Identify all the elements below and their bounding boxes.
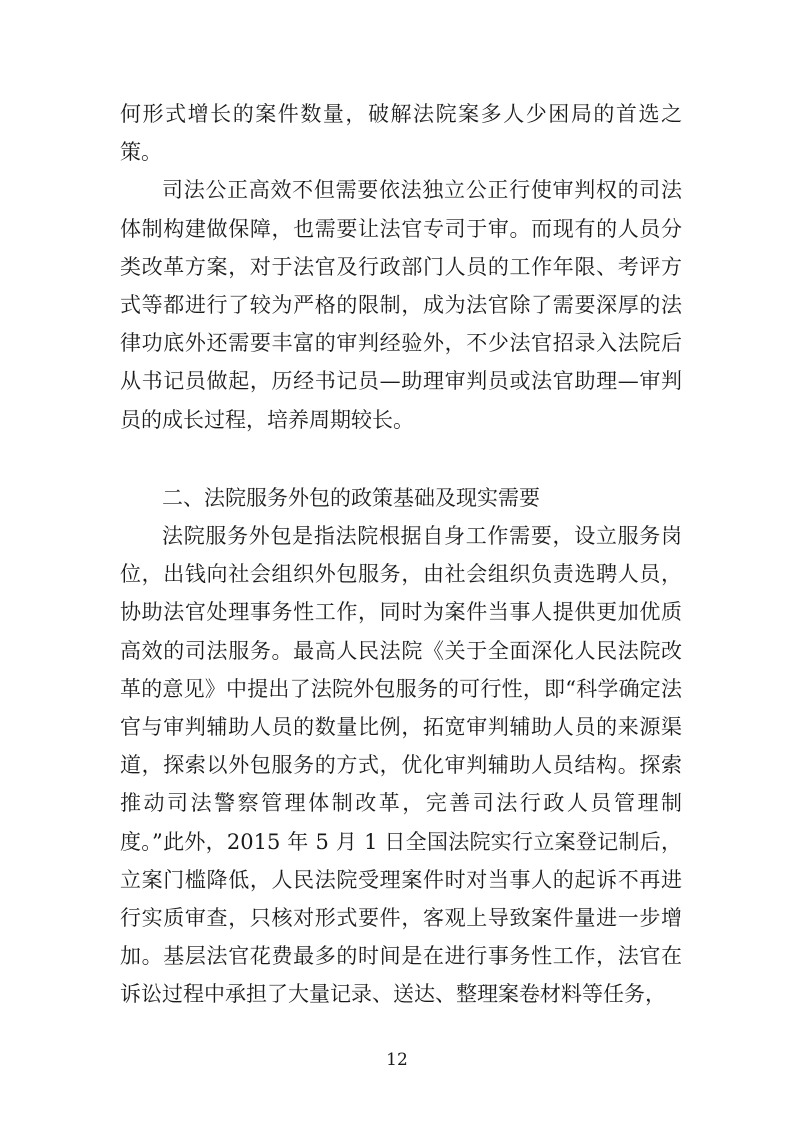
page-body xyxy=(120,95,682,1014)
page-number: 12 xyxy=(386,1050,408,1070)
paragraph-judicial-fairness: 司法公正高效不但需要依法独立公正行使审判权的司法体制构建做保障，也需要让法官专司于审。而现有的人员分类改革方案，对于法官及行政部门人员的工作年限、考评方式等都进行了较为严格的限制，成为法官除了需要深厚的法律功底外还需要丰富的审判经验外，不少法官招录入法院后从书记员做起，历经书记员—助理审判员或法官助理—审判员的成长过程，培养周期较长。 xyxy=(120,178,682,432)
paragraph-court-outsourcing: 法院服务外包是指法院根据自身工作需要，设立服务岗位，出钱向社会组织外包服务，由社会组织负责选聘人员，协助法官处理事务性工作，同时为案件当事人提供更加优质高效的司法服务。最高人民法院《关于全面深化人民法院改革的意见》中提出了法院外包服务的可行性，即“科学确定法官与审判辅助人员的数量比例，拓宽审判辅助人员的来源渠道，探索以外包服务的方式，优化审判辅助人员结构。探索推动司法警察管理体制改革，完善司法行政人员管理制度。”此外，2015 年 5 月 1 日全国法院实行立案登记制后，立案门槛降低，人民法院受理案件时对当事人的起诉不再进行实质审查，只核对形式要件，客观上导致案件量进一步增加。基层法官花费最多的时间是在进行事务性工作，法官在诉讼过程中承担了大量记录、送达、整理案卷材料等任务， xyxy=(120,524,682,1007)
paragraph-continuation: 何形式增长的案件数量，破解法院案多人少困局的首选之策。 xyxy=(120,102,682,165)
section-heading: 二、法院服务外包的政策基础及现实需要 xyxy=(162,485,540,510)
